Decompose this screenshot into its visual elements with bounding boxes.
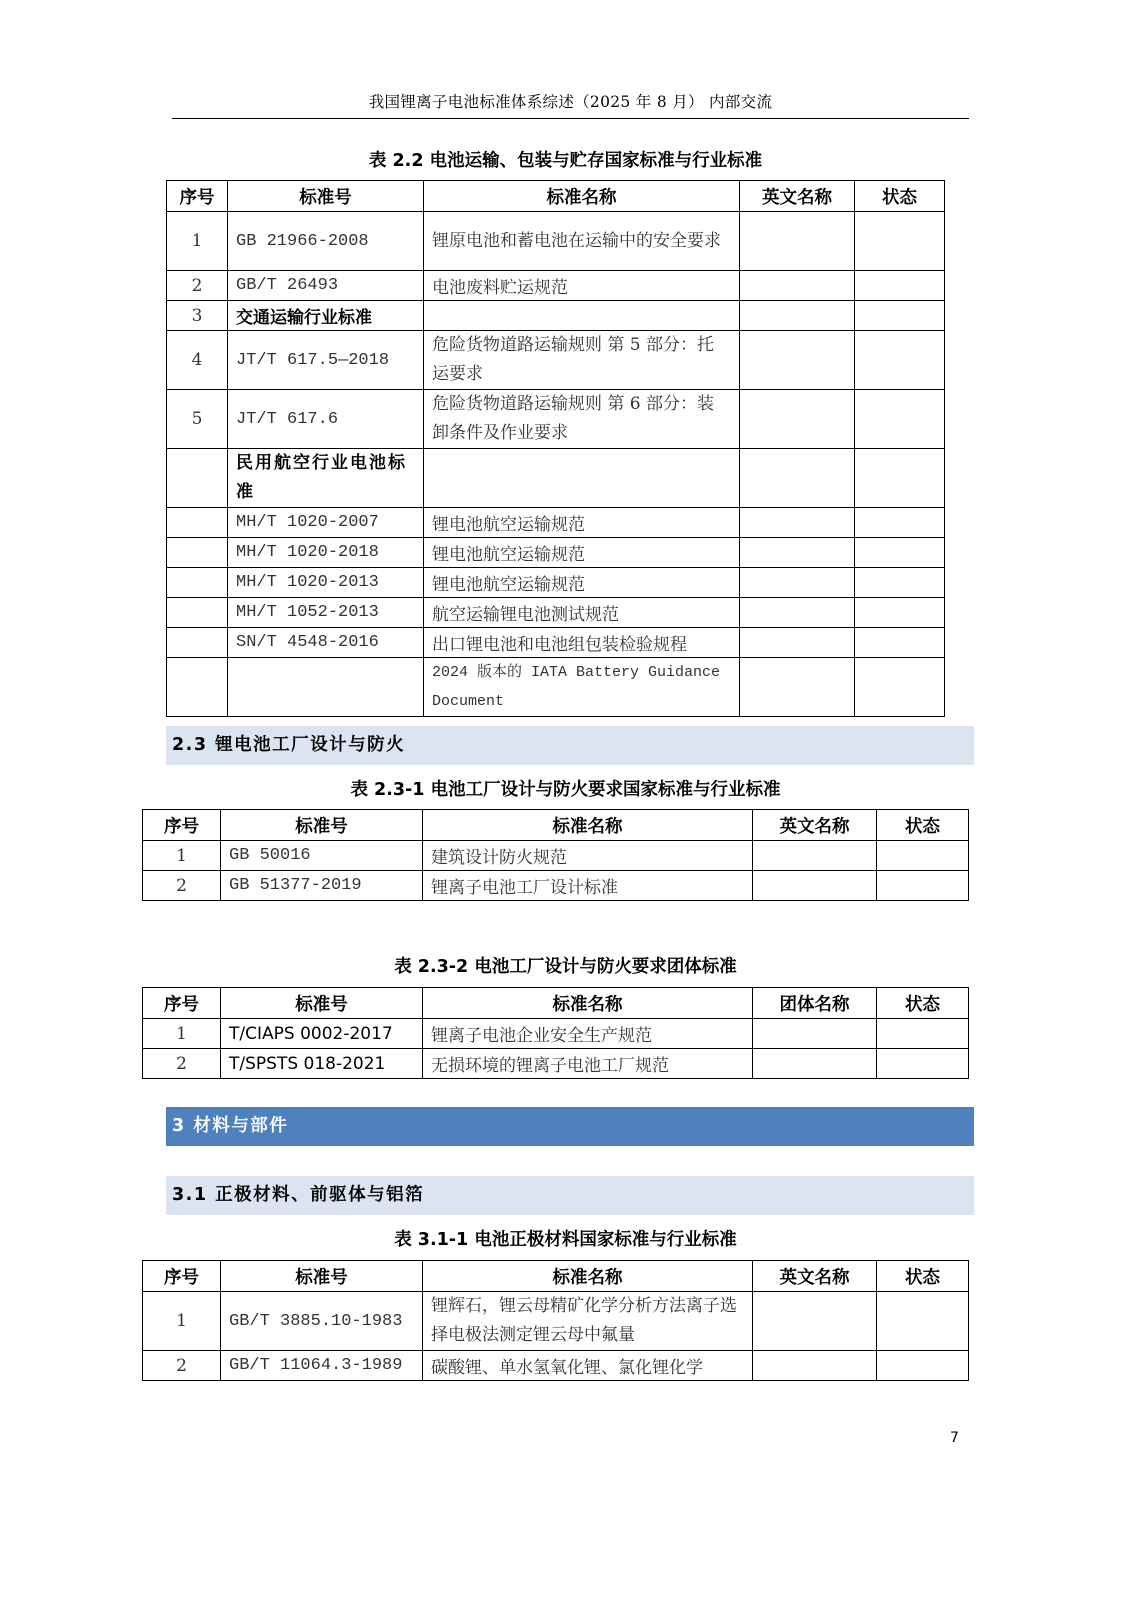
cell-code: 交通运输行业标准 bbox=[228, 301, 424, 331]
cell-code: GB 50016 bbox=[221, 841, 423, 871]
cell-no bbox=[167, 658, 228, 717]
table-2-3-1-caption: 表 2.3-1 电池工厂设计与防火要求国家标准与行业标准 bbox=[350, 780, 781, 800]
table-row bbox=[167, 212, 945, 271]
col-header-english: 英文名称 bbox=[753, 1261, 877, 1292]
table-2-3-1 bbox=[142, 809, 969, 901]
cell-status bbox=[855, 568, 945, 598]
col-header-code: 标准号 bbox=[221, 1261, 423, 1292]
col-header-name: 标准名称 bbox=[423, 988, 753, 1019]
cell-english bbox=[740, 271, 855, 301]
cell-no: 2 bbox=[143, 1351, 221, 1381]
col-header-english: 英文名称 bbox=[753, 810, 877, 841]
col-header-code: 标准号 bbox=[221, 810, 423, 841]
col-header-status: 状态 bbox=[877, 1261, 969, 1292]
cell-code: T/CIAPS 0002-2017 bbox=[221, 1019, 423, 1049]
col-header-group: 团体名称 bbox=[753, 988, 877, 1019]
cell-no: 2 bbox=[143, 871, 221, 901]
col-header-no: 序号 bbox=[143, 988, 221, 1019]
table-3-1-1-caption: 表 3.1-1 电池正极材料国家标准与行业标准 bbox=[394, 1230, 737, 1250]
col-header-status: 状态 bbox=[855, 181, 945, 212]
cell-code bbox=[228, 658, 424, 717]
cell-code: GB/T 11064.3-1989 bbox=[221, 1351, 423, 1381]
cell-name: 锂电池航空运输规范 bbox=[424, 538, 740, 568]
cell-name: 航空运输锂电池测试规范 bbox=[424, 598, 740, 628]
cell-status bbox=[855, 508, 945, 538]
table-2-2-caption: 表 2.2 电池运输、包装与贮存国家标准与行业标准 bbox=[368, 151, 763, 171]
cell-name: 锂原电池和蓄电池在运输中的安全要求 bbox=[424, 212, 740, 271]
cell-english bbox=[740, 301, 855, 331]
table-row bbox=[143, 1292, 969, 1351]
cell-status bbox=[855, 301, 945, 331]
cell-english bbox=[740, 508, 855, 538]
table-row bbox=[167, 390, 945, 449]
cell-status bbox=[877, 841, 969, 871]
cell-no: 1 bbox=[143, 841, 221, 871]
cell-name: 锂辉石，锂云母精矿化学分析方法离子选择电极法测定锂云母中氟量 bbox=[423, 1292, 753, 1351]
section-heading-3-1: 3.1 正极材料、前驱体与铝箔 bbox=[166, 1176, 974, 1215]
cell-no bbox=[167, 449, 228, 508]
cell-english bbox=[740, 212, 855, 271]
col-header-status: 状态 bbox=[877, 988, 969, 1019]
cell-name bbox=[424, 449, 740, 508]
table-row bbox=[167, 508, 945, 538]
cell-no: 4 bbox=[167, 331, 228, 390]
cell-status bbox=[855, 598, 945, 628]
cell-status bbox=[855, 390, 945, 449]
cell-no: 1 bbox=[143, 1019, 221, 1049]
table-2-3-2-caption: 表 2.3-2 电池工厂设计与防火要求团体标准 bbox=[394, 957, 737, 977]
cell-code: GB 51377-2019 bbox=[221, 871, 423, 901]
cell-code: MH/T 1020-2007 bbox=[228, 508, 424, 538]
cell-english bbox=[753, 841, 877, 871]
cell-name: 电池废料贮运规范 bbox=[424, 271, 740, 301]
cell-no: 1 bbox=[167, 212, 228, 271]
col-header-no: 序号 bbox=[143, 1261, 221, 1292]
cell-status bbox=[877, 1019, 969, 1049]
cell-status bbox=[877, 871, 969, 901]
cell-no bbox=[167, 568, 228, 598]
table-2-2 bbox=[166, 180, 945, 717]
cell-english bbox=[753, 1351, 877, 1381]
table-row bbox=[167, 628, 945, 658]
section-heading-2-3: 2.3 锂电池工厂设计与防火 bbox=[166, 726, 974, 765]
cell-name: 锂离子电池工厂设计标准 bbox=[423, 871, 753, 901]
table-header-row bbox=[167, 181, 945, 212]
cell-code: GB 21966-2008 bbox=[228, 212, 424, 271]
cell-no: 5 bbox=[167, 390, 228, 449]
col-header-no: 序号 bbox=[143, 810, 221, 841]
cell-code: SN/T 4548-2016 bbox=[228, 628, 424, 658]
table-row bbox=[167, 568, 945, 598]
col-header-code: 标准号 bbox=[228, 181, 424, 212]
cell-english bbox=[740, 628, 855, 658]
col-header-english: 英文名称 bbox=[740, 181, 855, 212]
table-row bbox=[167, 271, 945, 301]
cell-status bbox=[855, 449, 945, 508]
running-header: 我国锂离子电池标准体系综述（2025 年 8 月） 内部交流 bbox=[368, 93, 773, 111]
cell-code: JT/T 617.5—2018 bbox=[228, 331, 424, 390]
col-header-name: 标准名称 bbox=[423, 1261, 753, 1292]
cell-english bbox=[740, 538, 855, 568]
cell-code: GB/T 26493 bbox=[228, 271, 424, 301]
cell-name: 2024 版本的 IATA Battery Guidance Document bbox=[424, 658, 740, 717]
table-header-row bbox=[143, 988, 969, 1019]
cell-code: MH/T 1052-2013 bbox=[228, 598, 424, 628]
table-row bbox=[143, 1351, 969, 1381]
table-row bbox=[167, 598, 945, 628]
cell-group bbox=[753, 1049, 877, 1079]
cell-no bbox=[167, 538, 228, 568]
cell-status bbox=[855, 271, 945, 301]
cell-english bbox=[740, 331, 855, 390]
cell-code: MH/T 1020-2018 bbox=[228, 538, 424, 568]
cell-name: 锂电池航空运输规范 bbox=[424, 568, 740, 598]
cell-status bbox=[855, 212, 945, 271]
table-row bbox=[167, 301, 945, 331]
table-2-3-2 bbox=[142, 987, 969, 1079]
cell-name: 建筑设计防火规范 bbox=[423, 841, 753, 871]
table-row bbox=[143, 1019, 969, 1049]
cell-name: 危险货物道路运输规则 第 5 部分：托运要求 bbox=[424, 331, 740, 390]
cell-no: 3 bbox=[167, 301, 228, 331]
cell-code: GB/T 3885.10-1983 bbox=[221, 1292, 423, 1351]
cell-english bbox=[740, 390, 855, 449]
table-row bbox=[143, 841, 969, 871]
table-header-row bbox=[143, 810, 969, 841]
col-header-code: 标准号 bbox=[221, 988, 423, 1019]
cell-name: 碳酸锂、单水氢氧化锂、氯化锂化学 bbox=[423, 1351, 753, 1381]
table-row bbox=[167, 331, 945, 390]
cell-no: 2 bbox=[143, 1049, 221, 1079]
table-3-1-1 bbox=[142, 1260, 969, 1381]
cell-english bbox=[740, 449, 855, 508]
cell-code: JT/T 617.6 bbox=[228, 390, 424, 449]
cell-no bbox=[167, 628, 228, 658]
cell-english bbox=[740, 568, 855, 598]
cell-name: 无损环境的锂离子电池工厂规范 bbox=[423, 1049, 753, 1079]
cell-status bbox=[855, 628, 945, 658]
cell-name bbox=[424, 301, 740, 331]
cell-code: MH/T 1020-2013 bbox=[228, 568, 424, 598]
col-header-name: 标准名称 bbox=[423, 810, 753, 841]
cell-status bbox=[877, 1351, 969, 1381]
cell-no: 1 bbox=[143, 1292, 221, 1351]
cell-group bbox=[753, 1019, 877, 1049]
table-row bbox=[167, 538, 945, 568]
cell-english bbox=[740, 598, 855, 628]
col-header-status: 状态 bbox=[877, 810, 969, 841]
cell-english bbox=[740, 658, 855, 717]
header-rule bbox=[172, 118, 969, 119]
table-row bbox=[167, 449, 945, 508]
section-heading-3: 3 材料与部件 bbox=[166, 1107, 974, 1146]
cell-name: 锂电池航空运输规范 bbox=[424, 508, 740, 538]
cell-code: 民用航空行业电池标准 bbox=[228, 449, 424, 508]
cell-status bbox=[855, 538, 945, 568]
cell-no: 2 bbox=[167, 271, 228, 301]
cell-name: 危险货物道路运输规则 第 6 部分：装卸条件及作业要求 bbox=[424, 390, 740, 449]
col-header-no: 序号 bbox=[167, 181, 228, 212]
cell-status bbox=[855, 658, 945, 717]
cell-status bbox=[877, 1292, 969, 1351]
table-row bbox=[167, 658, 945, 717]
cell-code: T/SPSTS 018-2021 bbox=[221, 1049, 423, 1079]
cell-status bbox=[877, 1049, 969, 1079]
col-header-name: 标准名称 bbox=[424, 181, 740, 212]
table-header-row bbox=[143, 1261, 969, 1292]
cell-english bbox=[753, 871, 877, 901]
cell-status bbox=[855, 331, 945, 390]
cell-name: 锂离子电池企业安全生产规范 bbox=[423, 1019, 753, 1049]
cell-name: 出口锂电池和电池组包装检验规程 bbox=[424, 628, 740, 658]
cell-english bbox=[753, 1292, 877, 1351]
table-row bbox=[143, 871, 969, 901]
cell-no bbox=[167, 598, 228, 628]
cell-no bbox=[167, 508, 228, 538]
page-number: 7 bbox=[950, 1430, 959, 1446]
table-row bbox=[143, 1049, 969, 1079]
